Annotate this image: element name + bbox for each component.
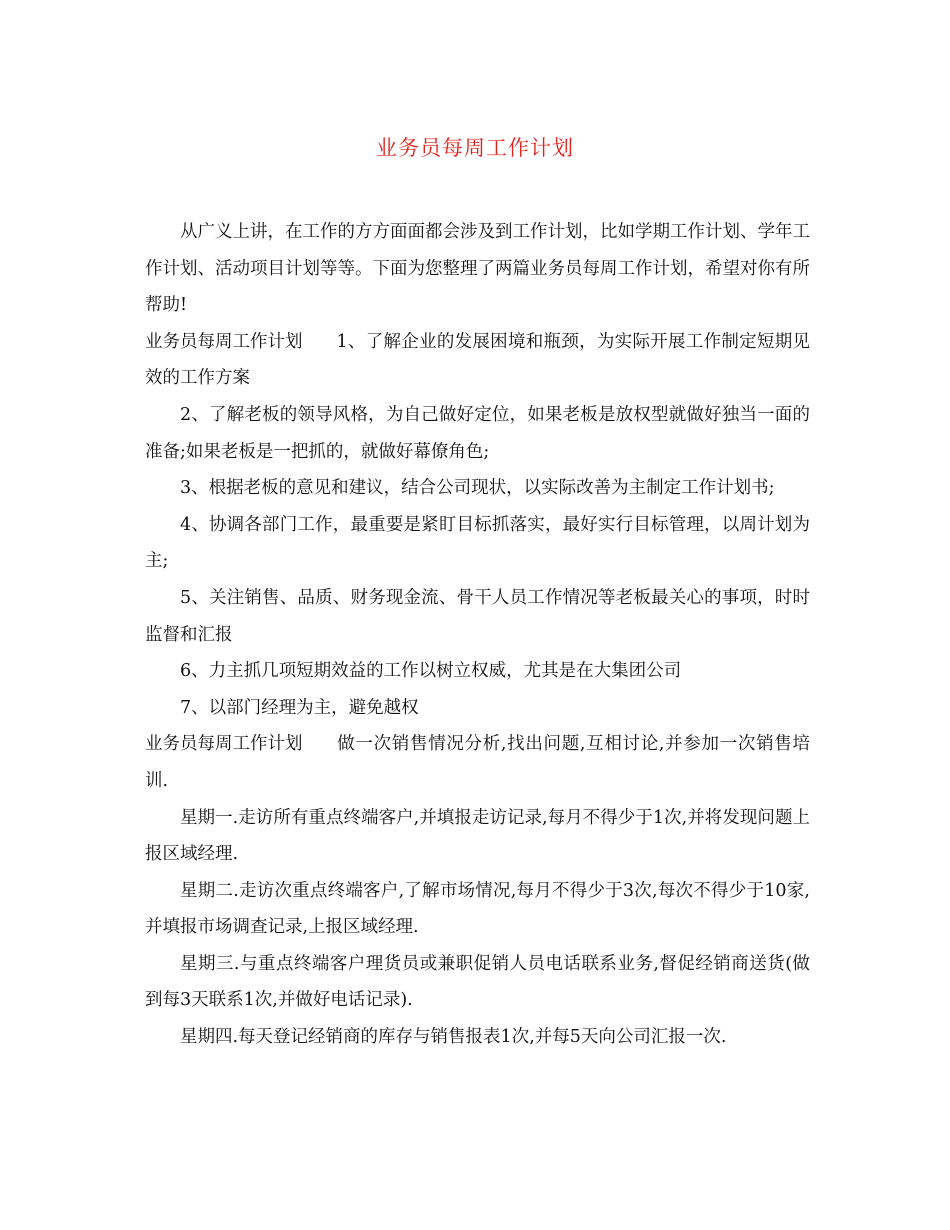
section-1-item: 2、了解老板的领导风格，为自己做好定位，如果老板是放权型就做好独当一面的准备;如果老板是一把抓的，就做好幕僚角色; — [145, 404, 810, 462]
section-1-opening — [145, 324, 810, 397]
section-2-item: 星期四.每天登记经销商的库存与销售报表1次,并每5天向公司汇报一次. — [180, 1027, 727, 1048]
section-2-heading: 业务员每周工作计划 — [145, 734, 303, 755]
section-2-item: 星期三.与重点终端客户理货员或兼职促销人员电话联系业务,督促经销商送货(做到每3天联系1次,并做好电话记录). — [145, 953, 810, 1011]
document-title: 业务员每周工作计划 — [376, 136, 574, 160]
section-2-item: 星期二.走访次重点终端客户,了解市场情况,每月不得少于3次,每次不得少于10家,并填报市场调查记录,上报区域经理. — [145, 880, 810, 938]
section-1-item: 6、力主抓几项短期效益的工作以树立权威，尤其是在大集团公司 — [180, 661, 682, 682]
section-2-opening — [145, 726, 810, 799]
document-body — [145, 214, 810, 1056]
section-1-item: 3、根据老板的意见和建议，结合公司现状，以实际改善为主制定工作计划书; — [180, 478, 775, 499]
section-1-heading: 业务员每周工作计划 — [145, 331, 303, 352]
section-1-item: 5、关注销售、品质、财务现金流、骨干人员工作情况等老板最关心的事项，时时监督和汇报 — [145, 587, 810, 645]
section-1-item: 4、协调各部门工作，最重要是紧盯目标抓落实，最好实行目标管理，以周计划为主; — [145, 514, 810, 572]
section-2-item: 星期一.走访所有重点终端客户,并填报走访记录,每月不得少于1次,并将发现问题上报区域经理. — [145, 807, 810, 865]
section-1-item-1: 1、了解企业的发展困境和瓶颈，为实际开展工作制定短期见效的工作方案 — [145, 331, 810, 389]
intro-paragraph: 从广义上讲，在工作的方方面面都会涉及到工作计划，比如学期工作计划、学年工作计划、活动项目计划等等。下面为您整理了两篇业务员每周工作计划，希望对你有所帮助! — [145, 222, 810, 316]
section-1-item: 7、以部门经理为主，避免越权 — [180, 697, 419, 718]
section-2-item-1: 做一次销售情况分析,找出问题,互相讨论,并参加一次销售培训. — [145, 734, 810, 791]
